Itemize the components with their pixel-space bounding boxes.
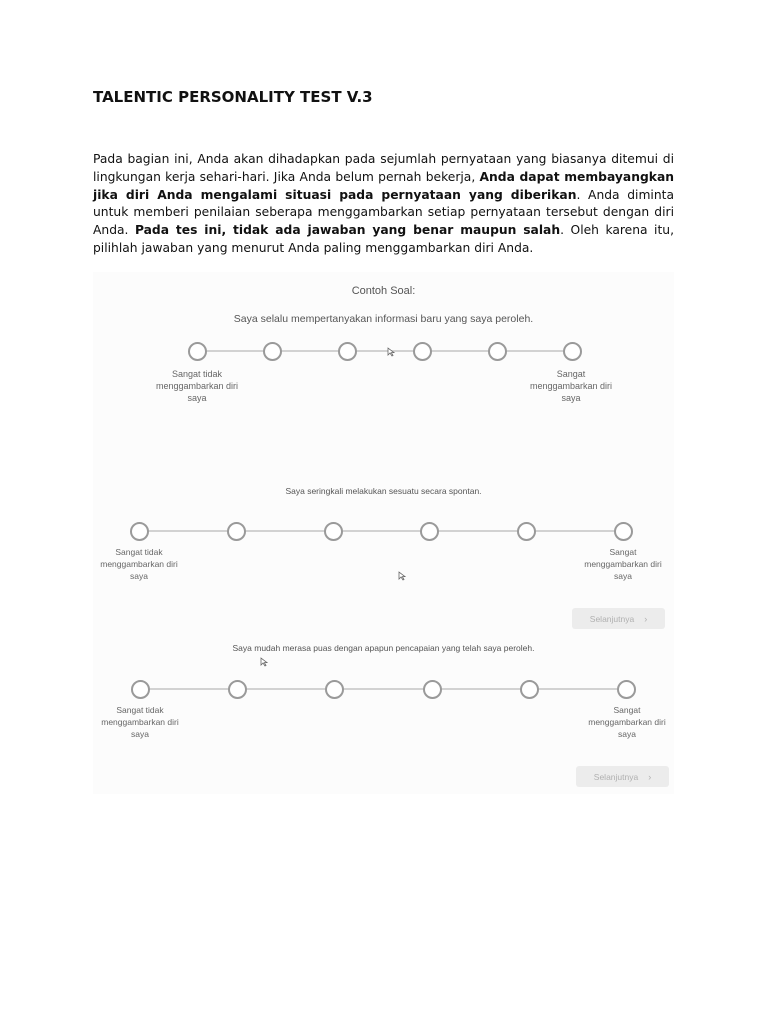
scale-label-left: Sangat tidak menggambarkan diri saya: [155, 369, 239, 403]
question-statement: Saya mudah merasa puas dengan apapun pencapaian yang telah saya peroleh.: [232, 643, 535, 653]
scale-line: [140, 688, 628, 690]
intro-text: . Anda diminta untuk memberi penilaian seberapa menggambarkan setiap pernyataan tersebut dengan diri Anda.: [93, 187, 674, 238]
intro-emphasis: Pada tes ini, tidak ada jawaban yang benar maupun salah: [134, 223, 561, 238]
intro-paragraph: [93, 151, 674, 258]
intro-emphasis: Anda dapat membayangkan jika diri Anda mengalami situasi pada pernyataan yang diberikan: [93, 169, 674, 202]
chevron-right-icon: ›: [648, 771, 652, 782]
scale-option-6[interactable]: [617, 680, 636, 699]
next-button-label: Selanjutnya: [593, 771, 639, 782]
embedded-screenshot: [93, 272, 674, 794]
next-button[interactable]: [576, 766, 669, 787]
intro-text: Pada bagian ini, Anda akan dihadapkan pada sejumlah pernyataan yang biasanya ditemui di lingkungan kerja sehari-hari. Jika Anda belum pernah bekerja,: [93, 152, 674, 184]
question-scale: [93, 272, 674, 794]
scale-label-left: Sangat tidak menggambarkan diri saya: [101, 705, 179, 739]
scale-label-left: Sangat tidak menggambarkan diri saya: [100, 547, 178, 581]
scale-label-right: Sangat menggambarkan diri saya: [584, 547, 662, 581]
intro-text: . Oleh karena itu, pilihlah jawaban yang menurut Anda paling menggambarkan diri Anda.: [93, 223, 674, 255]
scale-option-4[interactable]: [423, 680, 442, 699]
question-statement: Saya seringkali melakukan sesuatu secara spontan.: [285, 486, 482, 496]
example-heading: Contoh Soal:: [351, 285, 416, 297]
scale-label-right: Sangat menggambarkan diri saya: [588, 705, 666, 739]
scale-option-5[interactable]: [520, 680, 539, 699]
scale-option-2[interactable]: [228, 680, 247, 699]
page-title: TALENTIC PERSONALITY TEST V.3: [93, 88, 373, 106]
example-statement: Saya selalu mempertanyakan informasi baru yang saya peroleh.: [233, 313, 534, 325]
chevron-right-icon: ›: [644, 613, 648, 624]
scale-option-1[interactable]: [131, 680, 150, 699]
cursor-icon: [260, 657, 268, 667]
scale-label-right: Sangat menggambarkan diri saya: [529, 369, 613, 403]
scale-option-3[interactable]: [325, 680, 344, 699]
next-button-label: Selanjutnya: [589, 613, 635, 624]
